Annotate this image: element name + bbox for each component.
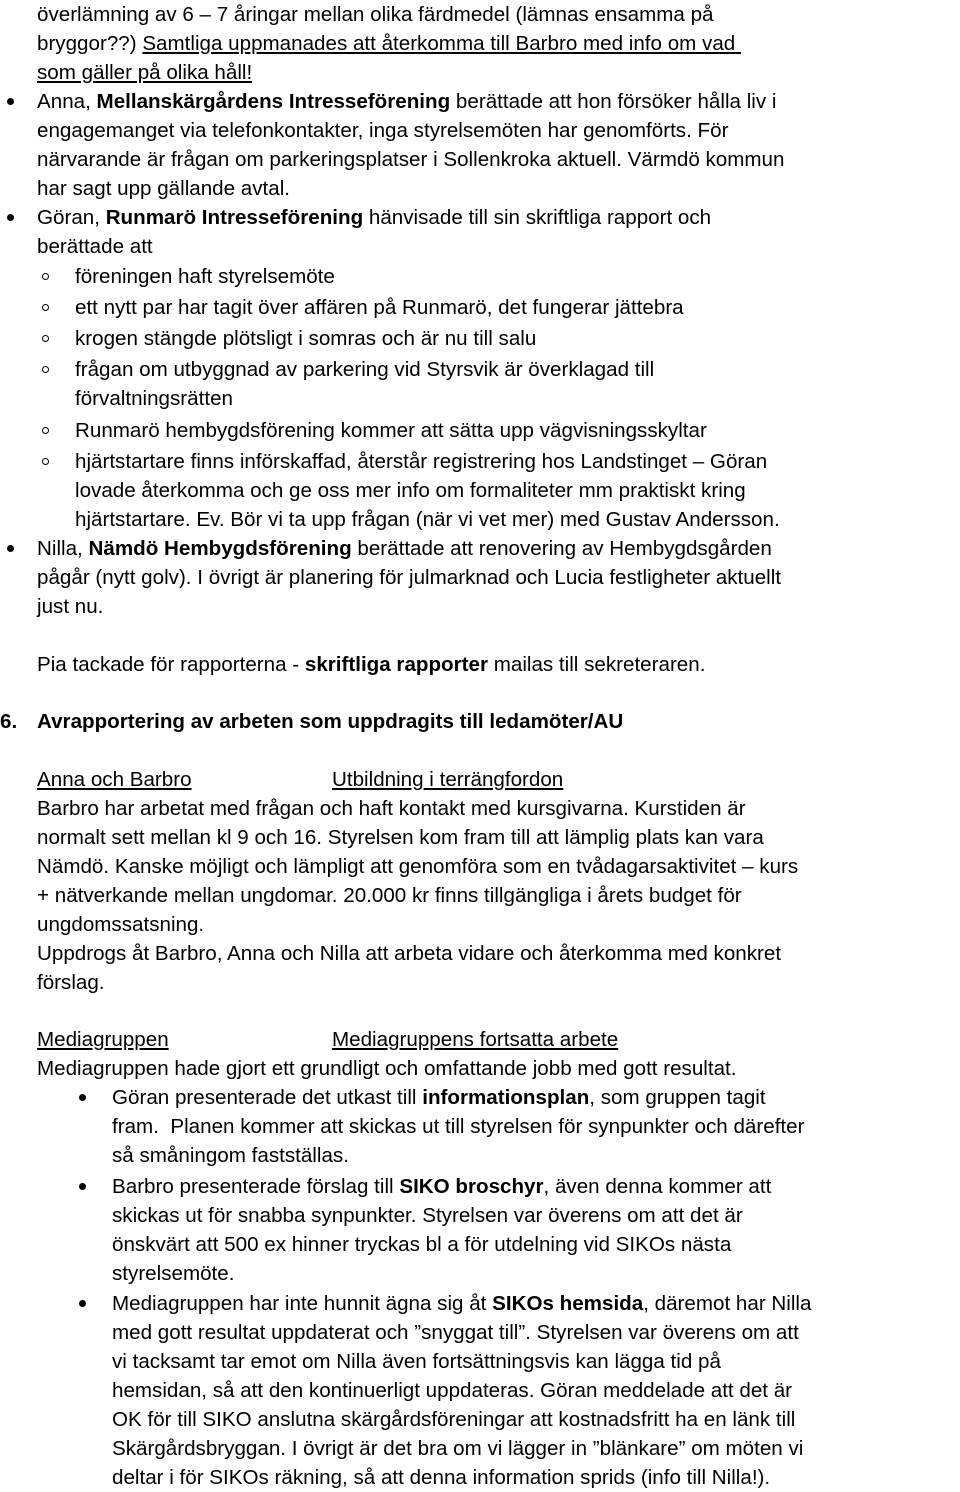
task-line: + nätverkande mellan ungdomar. 20.000 kr finns tillgängliga i årets budget för [37,884,742,907]
report-organization: Mellanskärgårdens Intresseförening [96,90,451,113]
report-goran-line-1 [37,203,711,232]
circle-bullet-icon [42,273,49,280]
media-item-text-end: , som gruppen tagit [589,1086,766,1109]
circle-bullet-icon [42,427,49,434]
report-line: har sagt upp gällande avtal. [37,177,291,200]
task-title: Utbildning i terrängfordon [332,768,564,791]
intro-line-2 [37,29,741,58]
task-line: Uppdrogs åt Barbro, Anna och Nilla att arbeta vidare och återkomma med konkret [37,942,782,965]
report-nilla-line-1 [37,534,772,563]
task-heading-underline-gap [37,1025,332,1054]
report-organization: Nämdö Hembygdsförening [88,537,352,560]
intro-underlined-text: Samtliga uppmanades att återkomma till Barbro med info om vad [142,32,741,55]
task-line: förslag. [37,971,105,994]
report-speaker: Anna, [37,90,97,113]
report-anna-line-1 [37,87,776,116]
media-item-line: vi tacksamt tar emot om Nilla även fortsättningsvis kan lägga tid på [112,1350,721,1373]
thanks-text: Pia tackade för rapporterna - [37,653,305,676]
report-text: berättade att hon försöker hålla liv i [450,90,777,113]
media-item-line: styrelsemöte. [112,1262,235,1285]
sub-item: frågan om utbyggnad av parkering vid Styrsvik är överklagad till [75,358,655,381]
bullet-icon [79,1300,86,1307]
task-assignee: Mediagruppen [37,1028,169,1051]
report-text: berättade att renovering av Hembygdsgården [351,537,772,560]
task-heading-underline-gap [37,765,332,794]
report-line: närvarande är frågan om parkeringsplatser i Sollenkroka aktuell. Värmdö kommun [37,148,785,171]
media-item-line: OK för till SIKO anslutna skärgårdsföreningar att kostnadsfritt ha en länk till [112,1408,796,1431]
media-item-text: Mediagruppen har inte hunnit ägna sig åt [112,1292,493,1315]
task-line: normalt sett mellan kl 9 och 16. Styrelsen kom fram till att lämplig plats kan vara [37,826,764,849]
media-item-line: önskvärt att 500 ex hinner tryckas bl a för utdelning vid SIKOs nästa [112,1233,732,1256]
thanks-text-end: mailas till sekreteraren. [487,653,706,676]
report-speaker: Nilla, [37,537,89,560]
media-item-line: deltar i för SIKOs räkning, så att denna information sprids (info till Nilla!). [112,1466,771,1489]
media-item-line-1 [112,1083,766,1112]
media-item-line-1 [112,1289,811,1318]
task-line: Nämdö. Kanske möjligt och lämpligt att genomföra som en tvådagarsaktivitet – kurs [37,855,799,878]
report-line: berättade att [37,235,153,258]
media-item-text: Barbro presenterade förslag till [112,1175,400,1198]
bullet-icon [7,545,14,552]
media-item-bold-text: informationsplan [422,1086,590,1109]
media-item-line: Skärgårdsbryggan. I övrigt är det bra om vi lägger in ”blänkare” om möten vi [112,1437,804,1460]
task-line: ungdomssatsning. [37,913,205,936]
media-item-line: fram. Planen kommer att skickas ut till styrelsen för synpunkter och därefter [112,1115,805,1138]
circle-bullet-icon [42,304,49,311]
bullet-icon [7,214,14,221]
section-number: 6. [0,710,18,733]
media-item-line-1 [112,1172,771,1201]
sub-item: Runmarö hembygdsförening kommer att sätta upp vägvisningsskyltar [75,419,707,442]
report-line: pågår (nytt golv). I övrigt är planering för julmarknad och Lucia festligheter aktuellt [37,566,782,589]
media-item-bold-text: SIKO broschyr [399,1175,544,1198]
thanks-bold-text: skriftliga rapporter [304,653,488,676]
media-item-text-end: , även denna kommer att [543,1175,772,1198]
sub-item-continued: lovade återkomma och ge oss mer info om formaliteter mm praktiskt kring [75,479,746,502]
sub-item-continued: förvaltningsrätten [75,387,233,410]
sub-item: ett nytt par har tagit över affären på Runmarö, det fungerar jättebra [75,296,684,319]
media-item-line: skickas ut för snabba synpunkter. Styrelsen var överens om att det är [112,1204,743,1227]
report-organization: Runmarö Intresseförening [105,206,364,229]
report-line: engagemanget via telefonkontakter, inga styrelsemöten har genomförts. För [37,119,729,142]
report-text: hänvisade till sin skriftliga rapport och [363,206,712,229]
report-speaker: Göran, [37,206,106,229]
circle-bullet-icon [42,335,49,342]
sub-item: hjärtstartare finns införskaffad, återstår registrering hos Landstinget – Göran [75,450,768,473]
circle-bullet-icon [42,366,49,373]
intro-plain-text: bryggor??) [37,32,143,55]
sub-item: krogen stängde plötsligt i somras och är nu till salu [75,327,537,350]
bullet-icon [79,1094,86,1101]
report-line: just nu. [37,595,104,618]
media-item-line: med gott resultat uppdaterat och ”snyggat till”. Styrelsen var överens om att [112,1321,799,1344]
circle-bullet-icon [42,458,49,465]
media-item-line: hemsidan, så att den kontinuerligt uppdateras. Göran meddelade att det är [112,1379,793,1402]
sub-item: föreningen haft styrelsemöte [75,265,335,288]
task-line: Barbro har arbetat med frågan och haft kontakt med kursgivarna. Kurstiden är [37,797,746,820]
bullet-icon [7,98,14,105]
media-item-text: Göran presenterade det utkast till [112,1086,423,1109]
media-item-bold-text: SIKOs hemsida [492,1292,644,1315]
bullet-icon [79,1183,86,1190]
intro-line-3: som gäller på olika håll! [37,61,253,84]
section-heading: Avrapportering av arbeten som uppdragits till ledamöter/AU [37,710,624,733]
task-assignee: Anna och Barbro [37,768,192,791]
thanks-paragraph [37,650,705,679]
task-title: Mediagruppens fortsatta arbete [332,1028,619,1051]
intro-line-1: överlämning av 6 – 7 åringar mellan olika färdmedel (lämnas ensamma på [37,3,714,26]
media-item-line: så småningom fastställas. [112,1144,349,1167]
sub-item-continued: hjärtstartare. Ev. Bör vi ta upp frågan (när vi vet mer) med Gustav Andersson. [75,508,780,531]
media-item-text-end: , däremot har Nilla [643,1292,812,1315]
task-intro: Mediagruppen hade gjort ett grundligt och omfattande jobb med gott resultat. [37,1057,737,1080]
